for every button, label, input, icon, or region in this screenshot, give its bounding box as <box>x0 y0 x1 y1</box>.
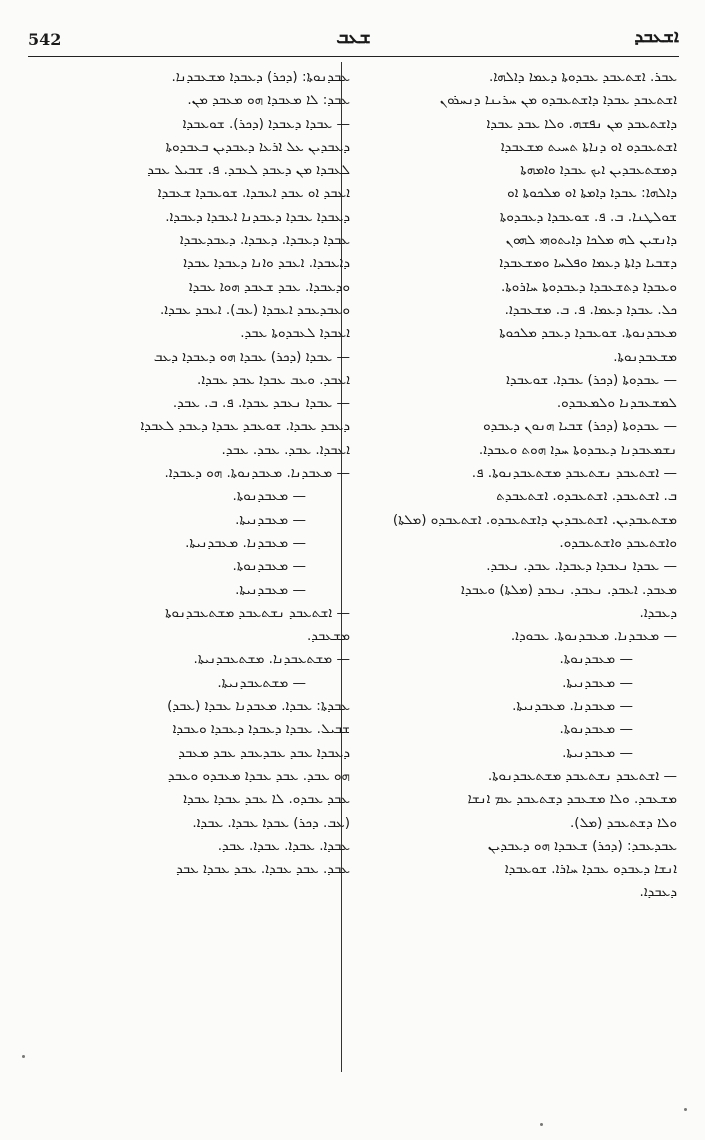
entry-line: ܕܥܒܕ ܥܒܕܐ. ܫܘܥܒܕ ܥܒܕܐ ܕܥܒܕ ܠܥܒܕܐ <box>140 418 350 435</box>
paper-speck <box>684 1108 687 1111</box>
entry-line: ܥܒܕܢܘܬܐ: (ܕܟܪ) ܕܥܒܕܐ ܡܫܥܒܕܢܐ. <box>171 69 350 85</box>
running-head-right: ܐܫܥܒܕ <box>634 26 679 47</box>
entry-line: ܕܥܒܕܐ. <box>639 604 677 621</box>
entry-line: ܐܥܒܕ ܐܘ ܥܒܕ ܐܥܒܕܐ. ܫܘܥܒܕܐ ܫܥܒܕܐ <box>157 185 350 202</box>
entry-line: ܐܫܬܥܒܕܘ ܐܘ ܕܢܐܬܐ ܬܚܝܬ ܡܫܥܒܕܐ <box>500 138 677 155</box>
entry-line: ܡܫܥܒܕ. <box>306 628 350 645</box>
entry-line: ܐܢܫܐ ܕܥܒܕܘ ܥܒܕܐ ܚܐܪܐ. ܫܘܥܒܕܐ <box>504 861 677 878</box>
entry-line: — ܥܒܕܘܬܐ (ܕܟܪ) ܥܒܕܐ. ܫܘܥܒܕܐ <box>506 371 677 388</box>
entry-line: ܟܠ. ܥܒܕܐ ܕܥܡܐ. ܦ. ܒ. ܡܫܥܒܕܐ. <box>504 301 677 318</box>
entry-line: — ܡܥܒܕܢܝܬܐ. <box>562 674 633 691</box>
entry-line: — ܥܒܕܐ ܢܥܒܕܐ ܕܥܒܕܐ. ܥܒܕ. ܢܥܒܕ. <box>486 558 677 575</box>
entry-line: ܕܐܠܗܐ: ܥܒܕܐ ܕܐܡܬܐ ܐܘ ܡܠܟܘܬܐ ܐܘ <box>507 185 677 202</box>
entry-line: ܥܒܕܐ. ܥܒܕܐ. ܥܒܕܐ. ܥܒܕ. <box>217 837 350 854</box>
entry-line: — ܥܒܕܘܬܐ (ܕܟܪ) ܫܒܝܐ ܗܢܘܢ ܕܥܒܕܘ <box>483 418 677 435</box>
entry-line: ܗܘ ܥܒܕ. ܥܒܕ ܥܒܕܐ ܡܥܒܕܘ ܘܥܒܕ <box>167 767 350 784</box>
entry-line: ܕܥܒܕܐ ܥܒܕ ܥܒܕܥܒܕ ܥܒܕ ܡܥܒܕ <box>178 744 350 761</box>
entry-line: ܡܥܒܕܢܘܬܐ. ܫܘܥܒܕܐ ܕܥܒܕ ܡܠܟܘܬܐ <box>499 325 677 342</box>
entry-line: — ܡܥܒܕܢܘܬܐ. <box>559 651 633 668</box>
entry-line: ܕܐܫܬܥܒܕ ܡܢ ܢܦܫܗ. ܘܠܐ ܥܒܕ ܥܒܕܐ <box>486 115 677 132</box>
entry-line: — ܡܥܒܕܢܝܬܐ. <box>235 511 306 528</box>
entry-line: ܕܥܒܕܝܢ ܥܠ ܐܪܥܐ ܕܥܒܕܝܢ ܒܥܒܕܘܬܐ <box>165 138 350 155</box>
entry-line: — ܡܥܒܕܢܐ. ܡܥܒܕܢܘܬܐ. ܗܘ ܕܥܒܕܐ. <box>164 465 350 482</box>
running-head-center: ܫܥܒ <box>336 26 371 48</box>
entry-line: ܒ. ܐܫܬܥܒܕ. ܐܫܬܥܒܕܘ. ܐܫܬܥܒܕܬ <box>496 488 677 505</box>
entry-line: ܕܐܥܒܕܐ. ܐܥܒܕ ܘܐܢܐ ܕܥܒܕܐ ܥܒܕܐ <box>183 255 350 272</box>
paper-speck <box>22 1055 25 1058</box>
header-rule <box>28 56 679 57</box>
entry-line: — ܡܥܒܕܢܘܬܐ. <box>232 488 306 505</box>
entry-line: ܫܘܠܛܢܐ. ܒ. ܦ. ܫܘܥܒܕܐ ܕܥܒܕܘܬܐ <box>499 208 677 225</box>
entry-line: ܡܫܥܒܕ. ܘܠܐ ܡܫܥܒܕ ܕܫܬܥܒܕ ܥܡ ܐܢܫܐ <box>467 791 677 808</box>
entry-line: — ܡܥܒܕܢܐ. ܡܥܒܕܢܝܬܐ. <box>512 698 633 715</box>
entry-line: ܕܫܒܝܐ ܕܐܬܐ ܕܥܡܐ ܘܦܠܚܐ ܘܡܫܥܒܕܐ <box>499 255 677 272</box>
entry-line: ܐܥܒܕ. ܘܥܒ ܥܒܕܐ ܥܒܕ ܥܒܕܐ. <box>197 371 350 388</box>
entry-line: ܘܕܥܒܕܐ. ܥܒܕ ܫܥܒܕ ܗܘܐ ܥܒܕܐ <box>188 278 350 295</box>
entry-line: ܡܥܒܕ. ܐܥܒܕ. ܢܥܒܕ. ܢܥܒܕ (ܡܠܬܐ) ܘܥܒܕܐ <box>461 581 677 598</box>
entry-line: — ܡܥܒܕܢܝܬܐ. <box>562 744 633 761</box>
entry-line: ܕܥܒܕܐ. <box>639 884 677 901</box>
entry-line: ܘܐܫܬܥܒܕ ܘܐܫܬܥܒܕܘ. <box>559 534 677 551</box>
entry-line: ܠܡܫܥܒܕܢܐ ܘܠܡܥܒܕܘ. <box>556 395 677 412</box>
entry-line: ܘܠܐ ܕܫܬܥܒܕ (ܡܠ). <box>570 814 677 831</box>
entry-line: ܡܫܥܒܕܢܘܬܐ. <box>613 348 677 365</box>
entry-line: — ܡܫܬܥܒܕܢܐ. ܡܫܬܥܒܕܢܝܬܐ. <box>193 651 350 668</box>
entry-line: ܘܥܒܕܥܒܕ ܐܥܒܕܐ (ܥܒ). ܐܥܒܕ ܥܒܕܐ. <box>160 301 350 318</box>
entry-line: — ܡܫܬܥܒܕܢܝܬܐ. <box>217 674 306 691</box>
page-number: 542 <box>28 30 62 49</box>
entry-line: ܐܥܒܕܐ. ܥܒܕ. ܥܒܕ. ܥܒܕ. <box>221 441 350 458</box>
paper-speck <box>540 1123 543 1126</box>
entry-line: ܥܒܕܐ ܕܥܒܕܐ. ܕܥܒܕܐ. ܕܥܒܕܥܒܕܐ <box>179 232 350 249</box>
entry-line: ܥܒܕ: ܠܐ ܡܥܒܕܐ ܗܘ ܡܥܒܕ ܡܢ. <box>187 92 350 109</box>
entry-line: — ܡܥܒܕܢܐ. ܡܥܒܕܢܘܬܐ. ܥܒܘܕܐ. <box>510 628 677 645</box>
entry-line: ܘܥܒܕܐ ܕܬܫܥܒܕܐ ܕܥܒܕܘܬܐ ܚܐܪܘܬܐ. <box>501 278 677 295</box>
entry-line: ܢܫܡܥܒܕܢܐ ܕܥܒܕܘܬܐ ܚܕܐ ܗܘܬ ܘܥܒܕܐ. <box>478 441 677 458</box>
left-column <box>28 66 350 1086</box>
entry-line: ܡܫܬܥܒܕܝܢ. ܐܫܬܥܒܕܝܢ ܕܐܫܬܥܒܕܘ. ܐܫܬܥܒܕܘ (ܡܠܬܐ) <box>392 511 677 528</box>
entry-line: ܥܒܕܥܒܕ: (ܕܟܪ) ܫܥܒܕܐ ܗܘ ܕܥܒܕܝܢ <box>487 837 677 854</box>
entry-line: — ܐܫܬܥܒܕ ܢܫܬܥܒܕ ܡܫܬܥܒܕܢܘܬܐ <box>165 604 350 621</box>
entry-line: — ܐܫܬܥܒܕ ܢܫܬܥܒܕ ܡܫܬܥܒܕܢܘܬܐ. <box>487 767 677 784</box>
entry-line: ܕܥܒܕܐ ܥܒܕܐ ܕܥܒܕܢܐ ܐܥܒܕܐ ܕܥܒܕܐ. <box>165 208 350 225</box>
entry-line: — ܥܒܕܐ ܕܥܒܕܐ (ܕܟܪ). ܫܘܥܒܕܐ <box>182 115 350 132</box>
entry-line: — ܥܒܕܐ ܢܥܒܕ ܥܒܕܐ. ܦ. ܒ. ܥܒܕ. <box>172 395 350 412</box>
entry-line: — ܡܥܒܕܢܐ. ܡܥܒܕܢܝܬܐ. <box>185 534 306 551</box>
entry-line: ܕܡܫܬܥܒܕܝܢ ܐܝܟ ܥܒܕܐ ܘܐܡܗܬܐ <box>520 162 677 179</box>
right-column <box>355 66 677 1086</box>
entry-line: ܐܫܬܥܒܕ ܥܒܕܐ ܕܐܫܬܥܒܕܘ ܡܢ ܚܪܝܢܐ ܕܢܚܪܘܢ <box>439 92 677 109</box>
entry-line: ܠܥܒܕܐ ܡܢ ܕܥܒܕ ܠܥܒܕ. ܦ. ܫܒܝܠ ܥܒܕ <box>147 162 350 179</box>
entry-line: ܐܥܒܕܐ ܠܥܒܕܘܬܐ ܥܒܕ. <box>240 325 350 342</box>
entry-line: ܥܒܪ. ܐܫܬܥܒܕ ܥܒܕܘܬܐ ܕܥܡܐ ܕܐܠܗܐ. <box>488 69 677 85</box>
entry-line: — ܥܒܕܐ (ܕܟܪ) ܥܒܕܐ ܗܘ ܕܥܒܕܐ ܕܥܒ <box>153 348 350 365</box>
entry-line: — ܐܫܬܥܒܕ ܢܫܬܥܒܕ ܡܫܬܥܒܕܢܘܬܐ. ܦ. <box>471 465 677 482</box>
entry-line: — ܡܥܒܕܢܘܬܐ. <box>232 558 306 575</box>
entry-line: ܥܒܕ ܥܒܕܘ. ܠܐ ܥܒܕ ܥܒܕܐ ܥܒܕܐ <box>183 791 350 808</box>
entry-line: ܕܐܢܫܝܢ ܠܗ ܡܠܟܐ ܕܐܝܬܘܗܝ ܠܗܘܢ <box>505 232 677 249</box>
entry-line: ܥܒܕܬܐ: ܥܒܕܐ. ܡܥܒܕܢܐ ܥܒܕܐ (ܥܒܕ) <box>167 698 350 715</box>
entry-line: ܫܒܝܠ. ܥܒܕܐ ܕܥܒܕܐ ܕܥܒܕܐ ܘܥܒܕܐ <box>172 721 350 738</box>
page-header <box>28 26 679 56</box>
entry-line: ܥܒܕ. ܥܒܕ ܥܒܕܐ. ܥܒܕ ܥܒܕܐ ܥܒܕ <box>176 861 350 878</box>
entry-line: (ܥܒ. ܕܟܪ) ܥܒܕܐ ܥܒܕܐ. ܥܒܕܐ. <box>192 814 350 831</box>
entry-line: — ܡܥܒܕܢܝܬܐ. <box>235 581 306 598</box>
entry-line: — ܡܥܒܕܢܘܬܐ. <box>559 721 633 738</box>
